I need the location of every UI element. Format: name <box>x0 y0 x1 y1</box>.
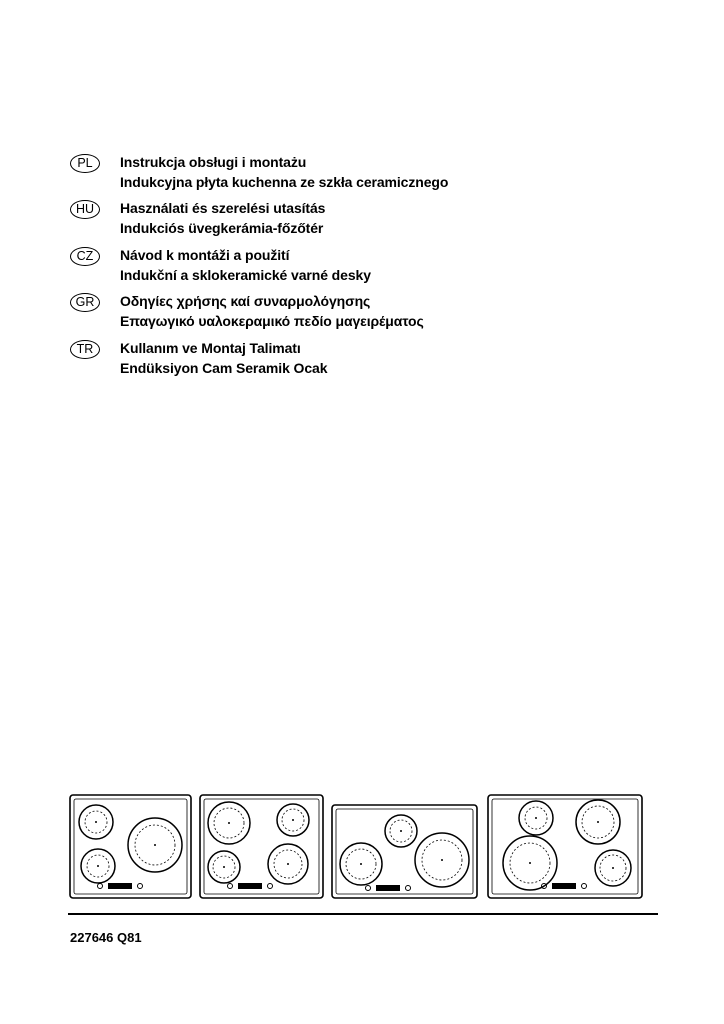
zone-mark <box>154 844 156 846</box>
zone-mark <box>612 867 614 869</box>
title-line: Használati és szerelési utasítás <box>120 200 326 216</box>
document-code: 227646 Q81 <box>70 930 142 945</box>
zone-mark <box>529 862 531 864</box>
zone-mark <box>223 866 225 868</box>
zone-mark <box>360 863 362 865</box>
control-panel <box>238 883 262 889</box>
zone-mark <box>441 859 443 861</box>
language-badge: TR <box>70 340 100 359</box>
subtitle-line: Endüksiyon Cam Seramik Ocak <box>120 360 328 376</box>
subtitle-line: Indukcyjna płyta kuchenna ze szkła ceramicznego <box>120 174 449 190</box>
hob-2 <box>200 795 323 898</box>
language-badge: CZ <box>70 247 100 266</box>
hob-4 <box>488 795 642 898</box>
title-line: Návod k montáži a použití <box>120 247 290 263</box>
zone-mark <box>292 819 294 821</box>
hob-outer-frame <box>70 795 191 898</box>
zone-mark <box>400 830 402 832</box>
subtitle-line: Επαγωγικό υαλοκεραμικό πεδίο μαγειρέματος <box>120 313 424 329</box>
zone-mark <box>287 863 289 865</box>
title-line: Οδηγίες χρήσης καί συναρμολόγησης <box>120 293 371 309</box>
title-line: Instrukcja obsługi i montażu <box>120 154 307 170</box>
zone-mark <box>228 822 230 824</box>
control-panel <box>376 885 400 891</box>
hob-3 <box>332 805 477 898</box>
zone-mark <box>597 821 599 823</box>
zone-mark <box>97 865 99 867</box>
language-badge: HU <box>70 200 100 219</box>
language-badge: GR <box>70 293 100 312</box>
subtitle-line: Indukciós üvegkerámia-főzőtér <box>120 220 324 236</box>
subtitle-line: Indukční a sklokeramické varné desky <box>120 267 371 283</box>
hob-1 <box>70 795 191 898</box>
language-badge: PL <box>70 154 100 173</box>
control-panel <box>108 883 132 889</box>
zone-mark <box>535 817 537 819</box>
title-line: Kullanım ve Montaj Talimatı <box>120 340 301 356</box>
zone-mark <box>95 821 97 823</box>
divider-rule <box>68 913 658 915</box>
control-panel <box>552 883 576 889</box>
